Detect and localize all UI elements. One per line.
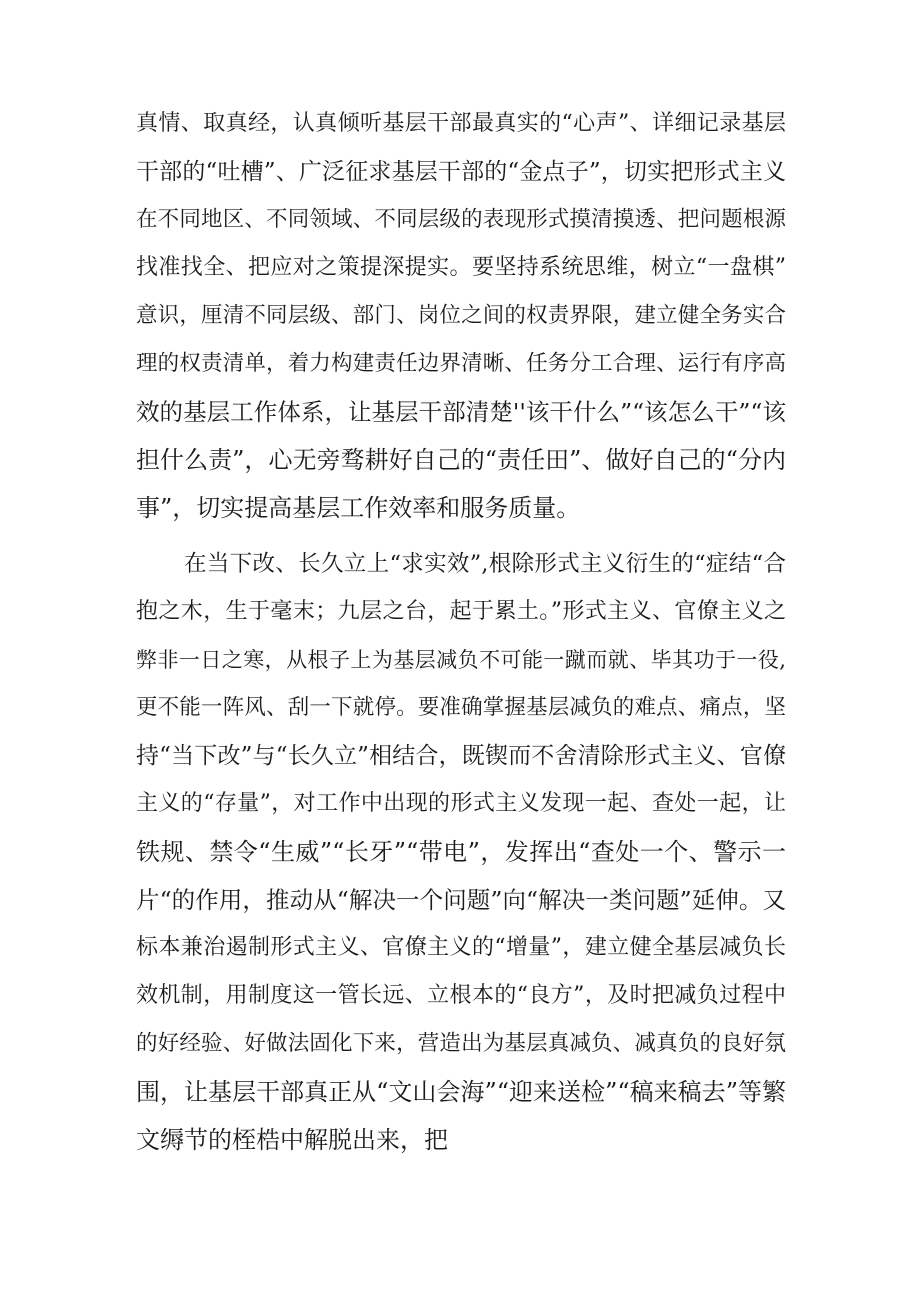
text-line: 围，让基层干部真正从“文山会海”“迎来送检”“稿来稿去”等繁 (136, 1078, 786, 1106)
text-line: 标本兼治遏制形式主义、官僚主义的“增量”，建立健全基层减负长 (136, 935, 786, 960)
text-line: 弊非一日之寒，从根子上为基层减负不可能一蹴而就、毕其功于一役, (136, 648, 786, 672)
text-line: 理的权责清单，着力构建责任边界清晰、任务分工合理、运行有序高 (136, 351, 786, 376)
text-line: 文缛节的桎梏中解脱出来，把 (136, 1126, 448, 1154)
text-line: 在当下改、长久立上“求实效”,根除形式主义衍生的“症结“合 (184, 551, 786, 577)
text-line: 在不同地区、不同领域、不同层级的表现形式摸清摸透、把问题根源 (136, 207, 786, 232)
text-line: 事”，切实提高基层工作效率和服务质量。 (136, 494, 581, 522)
text-line: 找准找全、把应对之策提深提实。要坚持系统思维，树立“一盘棋” (136, 255, 786, 280)
text-line: 干部的“吐槽”、广泛征求基层干部的“金点子”，切实把形式主义 (136, 159, 786, 185)
text-line: 意识，厘清不同层级、部门、岗位之间的权责界限，建立健全务实合 (136, 303, 786, 328)
text-line: 的好经验、好做法固化下来，营造出为基层真减负、减真负的良好氛 (136, 1031, 786, 1056)
text-line: 片“的作用，推动从“解决一个问题”向“解决一类问题”延伸。又 (136, 886, 786, 914)
text-line: 效机制，用制度这一管长远、立根本的“良方”，及时把减负过程中 (136, 983, 786, 1008)
text-line: 更不能一阵风、刮一下就停。要准确掌握基层减负的难点、痛点，坚 (136, 695, 786, 720)
text-line: 效的基层工作体系，让基层干部清楚''该干什么”“该怎么干”“该 (136, 398, 786, 426)
text-line: 担什么责”，心无旁骛耕好自己的“责任田”、做好自己的“分内 (136, 446, 786, 474)
text-line: 持“当下改”与“长久立”相结合，既锲而不舍清除形式主义、官僚 (136, 743, 786, 769)
text-line: 主义的“存量”，对工作中出现的形式主义发现一起、查处一起，让 (136, 791, 786, 816)
text-line: 铁规、禁令“生威”“长牙”“带电”，发挥出“查处一个、警示一 (136, 838, 786, 866)
text-line: 真情、取真经，认真倾听基层干部最真实的“心声”、详细记录基层 (136, 111, 786, 136)
text-line: 抱之木，生于毫末；九层之台，起于累土。”形式主义、官僚主义之 (136, 599, 786, 624)
